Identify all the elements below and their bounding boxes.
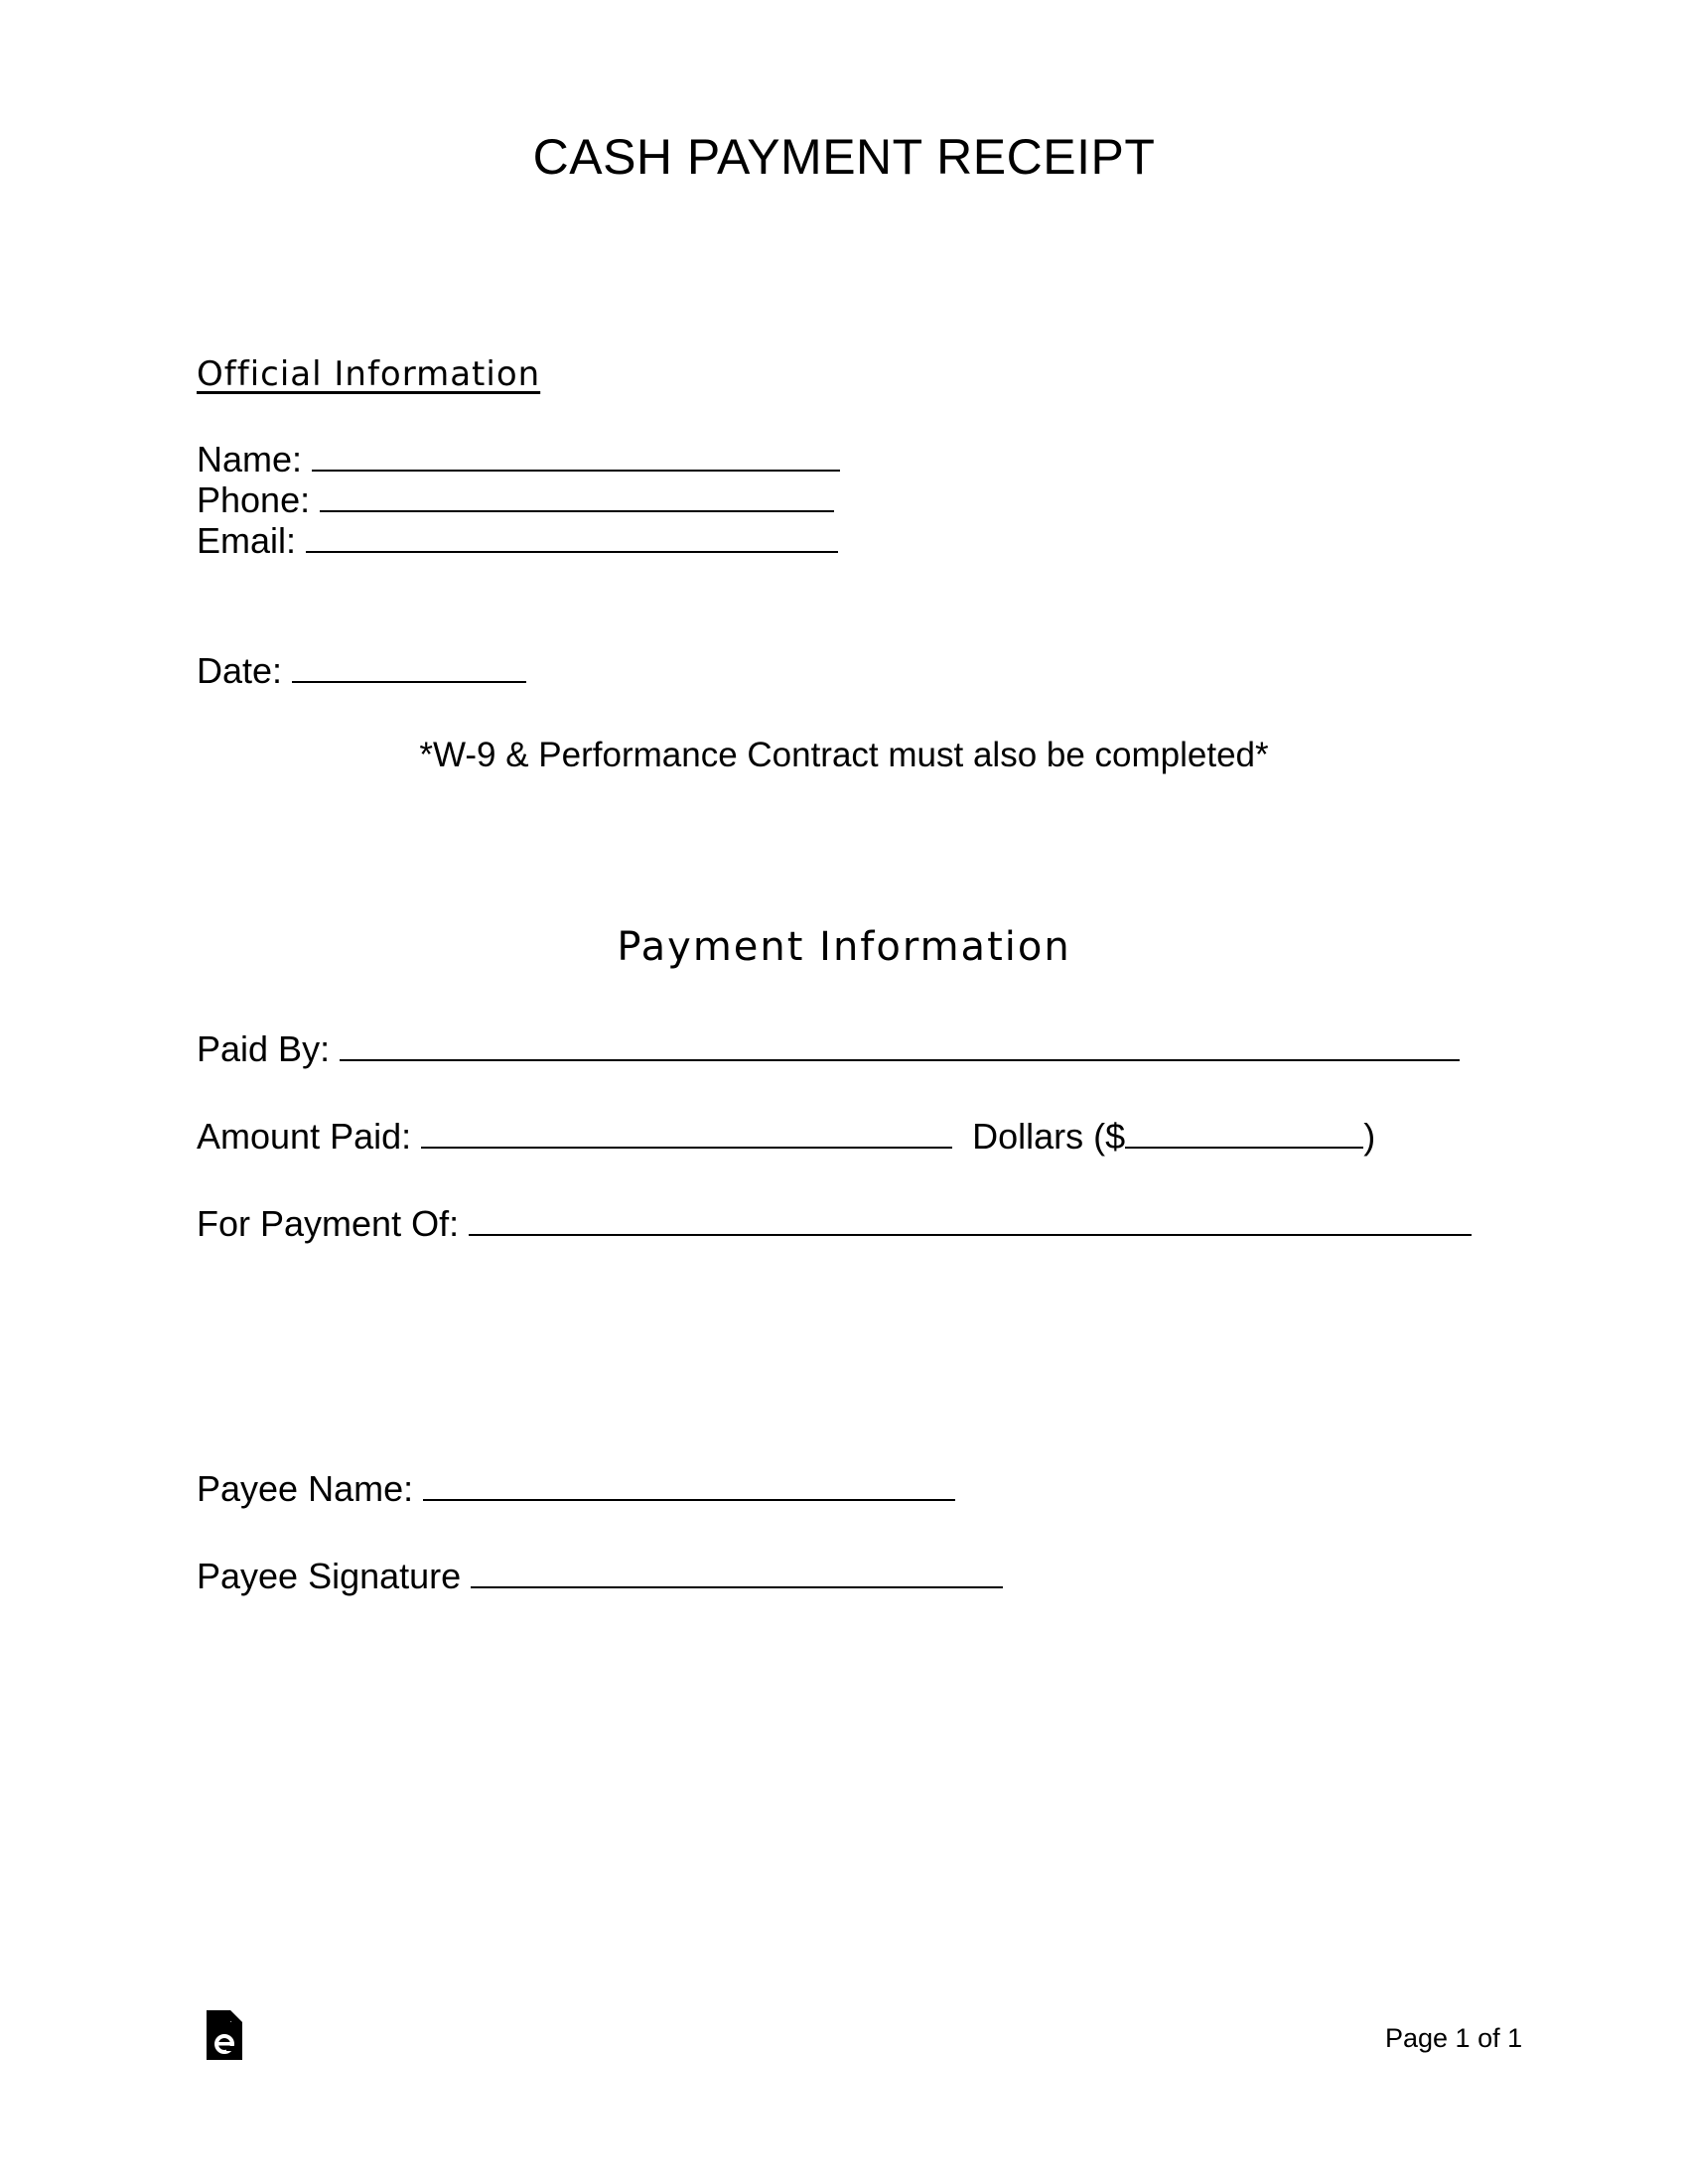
amount-paid-field-row [197, 1117, 1375, 1155]
email-field-row [197, 521, 838, 559]
name-label: Name: [197, 439, 303, 479]
w9-note: *W-9 & Performance Contract must also be completed* [419, 736, 1269, 774]
for-payment-of-input-line[interactable] [469, 1204, 1472, 1236]
phone-field-row [197, 480, 834, 518]
official-information-heading: Official Information [197, 354, 541, 394]
amount-paid-label: Amount Paid: [197, 1116, 412, 1157]
phone-label: Phone: [197, 479, 311, 520]
amount-paid-input-line[interactable] [421, 1117, 952, 1149]
page-number: Page 1 of 1 [1385, 2023, 1523, 2053]
payee-signature-label: Payee Signature [197, 1556, 462, 1596]
payee-name-field-row [197, 1469, 955, 1507]
date-input-line[interactable] [292, 651, 526, 683]
document-title: CASH PAYMENT RECEIPT [532, 129, 1156, 185]
name-input-line[interactable] [312, 440, 840, 472]
date-label: Date: [197, 650, 283, 691]
dollars-label: Dollars ($ [972, 1116, 1126, 1157]
dollars-close-paren: ) [1363, 1116, 1376, 1157]
payee-signature-field-row [197, 1557, 1003, 1594]
email-label: Email: [197, 520, 297, 561]
payee-name-label: Payee Name: [197, 1468, 414, 1509]
paid-by-field-row [197, 1029, 1460, 1067]
date-field-row [197, 651, 526, 689]
paid-by-label: Paid By: [197, 1028, 331, 1069]
eforms-logo-icon [205, 2010, 244, 2062]
dollars-amount-input-line[interactable] [1125, 1117, 1363, 1149]
paid-by-input-line[interactable] [340, 1029, 1460, 1061]
payee-signature-input-line[interactable] [471, 1557, 1003, 1588]
name-field-row [197, 440, 840, 478]
phone-input-line[interactable] [320, 480, 834, 512]
payment-information-heading: Payment Information [617, 924, 1071, 970]
payee-name-input-line[interactable] [423, 1469, 955, 1501]
for-payment-of-field-row [197, 1204, 1472, 1242]
email-input-line[interactable] [306, 521, 838, 553]
for-payment-of-label: For Payment Of: [197, 1203, 460, 1244]
